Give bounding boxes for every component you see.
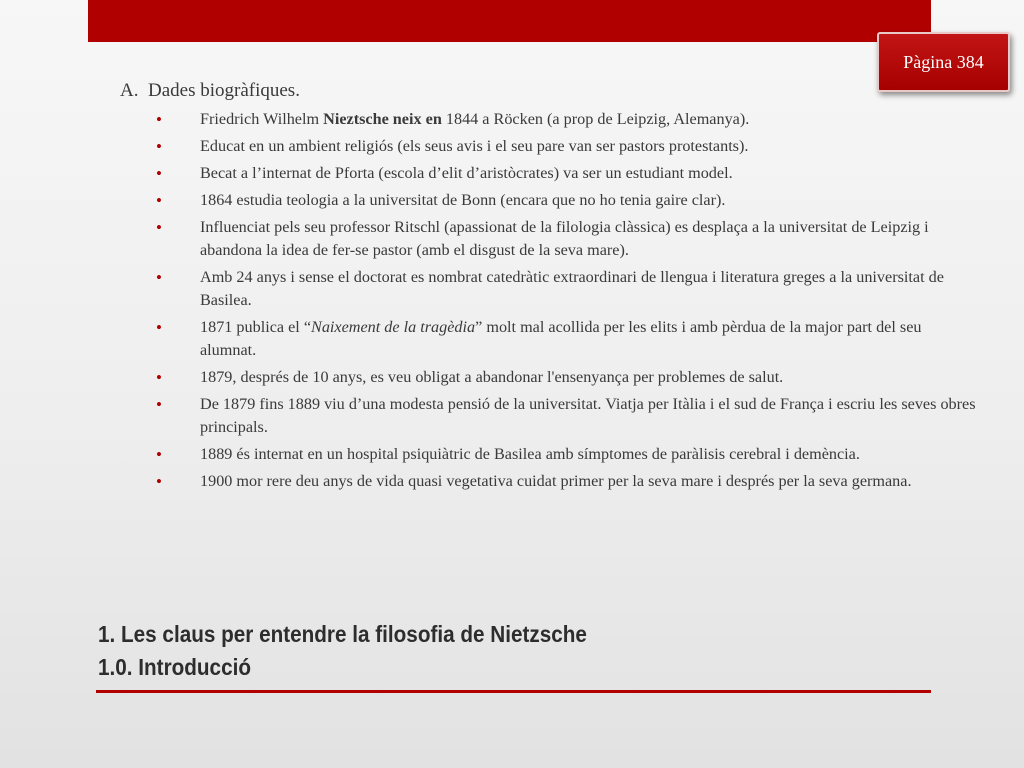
bullet-item	[96, 162, 976, 185]
bullet-item	[96, 266, 976, 312]
bullet-text: Becat a l’internat de Pforta (escola d’elit d’aristòcrates) va ser un estudiant model.	[200, 164, 733, 182]
bullet-text: Naixement de la tragèdia	[311, 318, 476, 336]
bullet-item	[96, 443, 976, 466]
bullet-text: Nieztsche neix en	[323, 110, 442, 128]
bullet-text: 1879, després de 10 anys, es veu obligat a abandonar l'ensenyança per problemes de salut.	[200, 368, 784, 386]
page-number-label: Pàgina 384	[903, 51, 984, 72]
top-accent-band	[88, 0, 931, 42]
section-heading	[96, 80, 976, 102]
slide-title	[98, 618, 854, 684]
slide-title-line-2: 1.0. Introducció	[98, 654, 251, 680]
bullet-item	[96, 189, 976, 212]
bullet-item	[96, 135, 976, 158]
bullet-item	[96, 316, 976, 362]
bullet-text: Educat en un ambient religiós (els seus avis i el seu pare van ser pastors protestants).	[200, 137, 749, 155]
bullet-text: 1844 a Röcken (a prop de Leipzig, Alemanya).	[441, 110, 750, 128]
bullet-text: De 1879 fins 1889 viu d’una modesta pensió de la universitat. Viatja per Itàlia i el sud de França i escriu les seves obres principals.	[200, 395, 976, 436]
slide-content	[96, 80, 976, 497]
bullet-text: Friedrich Wilhelm	[200, 110, 324, 128]
bullet-text: 1871 publica el “	[200, 318, 312, 336]
section-heading-text: Dades biogràfiques.	[148, 80, 300, 101]
slide-title-line-1: 1. Les claus per entendre la filosofia de Nietzsche	[98, 621, 587, 647]
bullet-text: 1889 és internat en un hospital psiquiàtric de Basilea amb símptomes de paràlisis cerebral i demència.	[200, 445, 860, 463]
bullet-item	[96, 366, 976, 389]
bullet-text: ” molt mal acollida per les elits i amb pèrdua de la major part del seu alumnat.	[200, 318, 922, 359]
bullet-item	[96, 393, 976, 439]
title-underline-rule	[96, 690, 931, 693]
bullet-text: Influenciat pels seu professor Ritschl (apassionat de la filologia clàssica) es desplaça a la universitat de Leipzig i abandona la idea de fer-se pastor (amb el disgust de la seva mare).	[200, 218, 929, 259]
bullet-item	[96, 470, 976, 493]
section-marker: A.	[120, 80, 139, 101]
biography-bullet-list	[96, 108, 976, 493]
bullet-item	[96, 216, 976, 262]
bullet-item	[96, 108, 976, 131]
bullet-text: 1900 mor rere deu anys de vida quasi vegetativa cuidat primer per la seva mare i després per la seva germana.	[200, 472, 912, 490]
bullet-text: 1864 estudia teologia a la universitat de Bonn (encara que no ho tenia gaire clar).	[200, 191, 726, 209]
bullet-text: Amb 24 anys i sense el doctorat es nombrat catedràtic extraordinari de llengua i literatura greges a la universitat de Basilea.	[200, 268, 944, 309]
